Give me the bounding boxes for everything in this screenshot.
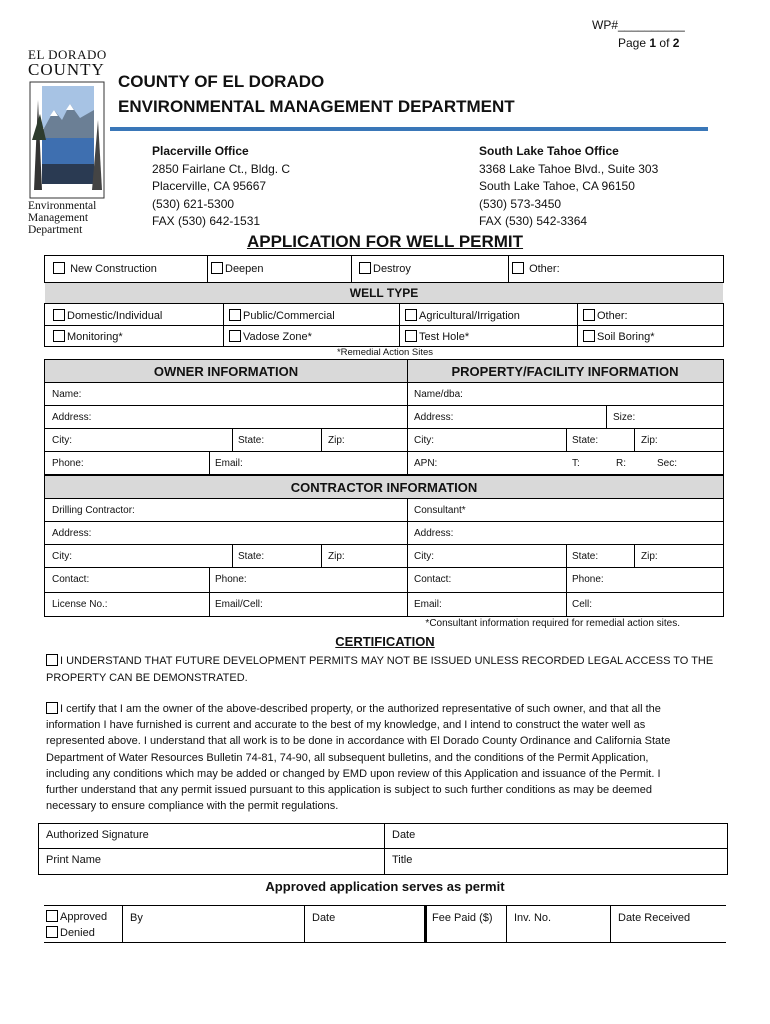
consultant-state-field[interactable]: State: <box>572 551 599 562</box>
property-address-field[interactable]: Address: <box>414 412 454 423</box>
contractor-state-field[interactable]: State: <box>238 551 265 562</box>
permit-type-row <box>44 255 724 283</box>
property-apn-field[interactable]: APN: <box>414 458 438 469</box>
property-name-field[interactable]: Name/dba: <box>414 389 463 400</box>
owner-city-field[interactable]: City: <box>52 435 72 446</box>
office-address2: South Lake Tahoe, CA 96150 <box>479 179 635 193</box>
deepen-label: Deepen <box>225 263 264 275</box>
approval-grid <box>44 905 726 943</box>
owner-email-field[interactable]: Email: <box>215 458 243 469</box>
contractor-grid <box>44 475 724 617</box>
drilling-contractor-field[interactable]: Drilling Contractor: <box>52 505 135 516</box>
destroy-label: Destroy <box>373 263 411 275</box>
remedial-note: *Remedial Action Sites <box>336 347 434 358</box>
page-of: of <box>659 36 670 50</box>
denied-label: Denied <box>60 927 95 939</box>
cert-line-5: including any conditions which may be added or changed by EMD upon review of this Application and issuance of the Permit. I <box>46 767 661 780</box>
vadose-option[interactable] <box>229 330 312 343</box>
destroy-checkbox[interactable] <box>359 262 371 274</box>
authorized-signature-field[interactable]: Authorized Signature <box>46 829 149 841</box>
signature-grid <box>38 823 728 875</box>
owner-name-field[interactable]: Name: <box>52 389 82 400</box>
form-title: APPLICATION FOR WELL PERMIT <box>246 232 524 251</box>
destroy-option[interactable] <box>359 262 411 275</box>
office-name: South Lake Tahoe Office <box>479 144 619 158</box>
owner-state-field[interactable]: State: <box>238 435 265 446</box>
agricultural-checkbox[interactable] <box>405 309 417 321</box>
certification-header: CERTIFICATION <box>335 634 435 649</box>
owner-address-field[interactable]: Address: <box>52 412 92 423</box>
contractor-address-field[interactable]: Address: <box>52 528 92 539</box>
approved-by-field[interactable]: By <box>130 912 143 924</box>
new-construction-option[interactable] <box>53 262 157 275</box>
other-permit-checkbox[interactable] <box>512 262 524 274</box>
property-size-field[interactable]: Size: <box>613 412 636 423</box>
contractor-email-cell-field[interactable]: Email/Cell: <box>215 599 263 610</box>
other-well-checkbox[interactable] <box>583 309 595 321</box>
certify-checkbox[interactable] <box>46 702 58 714</box>
invoice-number-field[interactable]: Inv. No. <box>514 912 552 924</box>
contractor-info-header: CONTRACTOR INFORMATION <box>290 480 478 495</box>
fee-paid-field[interactable]: Fee Paid ($) <box>432 912 493 924</box>
deepen-checkbox[interactable] <box>211 262 223 274</box>
consultant-address-field[interactable]: Address: <box>414 528 454 539</box>
south-lake-tahoe-office <box>479 143 658 231</box>
new-construction-checkbox[interactable] <box>53 262 65 274</box>
contractor-zip-field[interactable]: Zip: <box>328 551 345 562</box>
new-construction-label: New Construction <box>70 263 157 275</box>
logo-line2: COUNTY <box>28 60 105 79</box>
soil-boring-label: Soil Boring* <box>597 331 655 343</box>
denied-checkbox[interactable] <box>46 926 58 938</box>
office-fax: FAX (530) 542-3364 <box>479 214 588 228</box>
agricultural-label: Agricultural/Irrigation <box>419 310 520 322</box>
legal-access-line1: I UNDERSTAND THAT FUTURE DEVELOPMENT PERMITS MAY NOT BE ISSUED UNLESS RECORDED LEGAL ACCESS TO THE <box>60 655 714 667</box>
consultant-note: *Consultant information required for remedial action sites. <box>425 618 680 629</box>
consultant-zip-field[interactable]: Zip: <box>641 551 658 562</box>
office-fax: FAX (530) 642-1531 <box>152 214 261 228</box>
other-well-label: Other: <box>597 310 628 322</box>
vadose-checkbox[interactable] <box>229 330 241 342</box>
department-title: ENVIRONMENTAL MANAGEMENT DEPARTMENT <box>118 97 515 116</box>
consultant-cell-field[interactable]: Cell: <box>572 599 593 610</box>
approved-checkbox[interactable] <box>46 910 58 922</box>
owner-property-grid <box>44 359 724 475</box>
agricultural-option[interactable] <box>405 309 520 322</box>
domestic-checkbox[interactable] <box>53 309 65 321</box>
monitoring-checkbox[interactable] <box>53 330 65 342</box>
certification-access-paragraph <box>46 653 736 687</box>
public-option[interactable] <box>229 309 335 322</box>
cert-line-3: represented above. I understand that all work is to be done in accordance with El Dorado County Ordinance and California State <box>46 735 671 748</box>
public-label: Public/Commercial <box>243 310 335 322</box>
logo-line4: Management <box>28 212 89 224</box>
deepen-option[interactable] <box>211 262 264 275</box>
page-total: 2 <box>672 36 680 50</box>
contractor-phone-field[interactable]: Phone: <box>215 574 247 585</box>
monitoring-option[interactable] <box>53 330 123 343</box>
property-zip-field[interactable]: Zip: <box>641 435 658 446</box>
logo-line5: Department <box>28 224 83 236</box>
county-title: COUNTY OF EL DORADO <box>118 72 325 91</box>
page-number: 1 <box>649 36 657 50</box>
cert-line-2: information I have furnished is current and accurate to the best of my knowledge, and I intend to construct the water well as <box>46 719 646 732</box>
wp-number-label: WP#__________ <box>592 18 685 32</box>
logo-line3: Environmental <box>28 200 97 212</box>
date-received-field[interactable]: Date Received <box>618 912 691 924</box>
property-state-field[interactable]: State: <box>572 435 599 446</box>
domestic-option[interactable] <box>53 309 162 322</box>
cert-line-4: Department of Water Resources Bulletin 74-81, 74-90, all subsequent bulletins, and the conditions of the Permit Application, <box>46 751 649 764</box>
monitoring-label: Monitoring* <box>67 331 123 343</box>
license-number-field[interactable]: License No.: <box>52 599 108 610</box>
office-address2: Placerville, CA 95667 <box>152 179 267 193</box>
property-info-header: PROPERTY/FACILITY INFORMATION <box>451 364 679 379</box>
owner-phone-field[interactable]: Phone: <box>52 458 84 469</box>
other-permit-label: Other: <box>529 263 560 275</box>
office-phone: (530) 621-5300 <box>152 196 235 211</box>
cert-line-7: necessary to ensure compliance with the permit regulations. <box>46 800 339 813</box>
page-word: Page <box>618 36 647 50</box>
test-hole-label: Test Hole* <box>419 331 470 343</box>
cert-line-6: further understand that any permit issued pursuant to this application is subject to such further conditions as may be deemed <box>46 784 652 797</box>
consultant-contact-field[interactable]: Contact: <box>414 574 452 585</box>
office-address1: 2850 Fairlane Ct., Bldg. C <box>152 161 291 176</box>
office-phone: (530) 573-3450 <box>479 196 562 211</box>
other-well-option[interactable] <box>583 309 628 322</box>
approved-label: Approved <box>60 911 108 923</box>
title-field[interactable]: Title <box>392 854 413 866</box>
certification-statement <box>46 701 746 814</box>
approval-date-field[interactable]: Date <box>312 912 336 924</box>
cert-line-1: I certify that I am the owner of the above-described property, or the authorized representative of such owner, and that all the <box>60 703 661 715</box>
approved-option[interactable] <box>46 910 107 923</box>
domestic-label: Domestic/Individual <box>67 310 163 322</box>
well-type-grid <box>44 303 724 347</box>
property-range-field[interactable]: R: <box>616 458 626 469</box>
legal-access-line2: PROPERTY CAN BE DEMONSTRATED. <box>46 672 248 684</box>
soil-boring-option[interactable] <box>583 330 654 343</box>
page-indicator <box>618 36 679 50</box>
well-type-header: WELL TYPE <box>349 286 419 300</box>
owner-zip-field[interactable]: Zip: <box>328 435 345 446</box>
legal-access-checkbox[interactable] <box>46 654 58 666</box>
consultant-field[interactable]: Consultant* <box>414 505 466 516</box>
contractor-contact-field[interactable]: Contact: <box>52 574 90 585</box>
placerville-office <box>152 143 290 231</box>
logo-line1: EL DORADO <box>28 47 107 62</box>
logo-landscape-image <box>28 80 106 200</box>
office-name: Placerville Office <box>152 144 249 158</box>
consultant-email-field[interactable]: Email: <box>414 599 442 610</box>
print-name-field[interactable]: Print Name <box>46 854 102 866</box>
county-logo <box>28 48 108 238</box>
header-accent-line <box>110 127 708 131</box>
owner-info-header: OWNER INFORMATION <box>153 364 299 379</box>
property-section-field[interactable]: Sec: <box>657 458 678 469</box>
vadose-label: Vadose Zone* <box>243 331 312 343</box>
other-permit-option[interactable] <box>512 262 560 275</box>
property-township-field[interactable]: T: <box>572 458 580 469</box>
consultant-phone-field[interactable]: Phone: <box>572 574 604 585</box>
office-address1: 3368 Lake Tahoe Blvd., Suite 303 <box>479 161 659 176</box>
denied-option[interactable] <box>46 926 95 939</box>
approval-header: Approved application serves as permit <box>265 879 505 894</box>
signature-date-field[interactable]: Date <box>392 829 416 841</box>
contractor-city-field[interactable]: City: <box>52 551 72 562</box>
test-hole-checkbox[interactable] <box>405 330 417 342</box>
soil-boring-checkbox[interactable] <box>583 330 595 342</box>
consultant-city-field[interactable]: City: <box>414 551 434 562</box>
public-checkbox[interactable] <box>229 309 241 321</box>
property-city-field[interactable]: City: <box>414 435 434 446</box>
test-hole-option[interactable] <box>405 330 469 343</box>
